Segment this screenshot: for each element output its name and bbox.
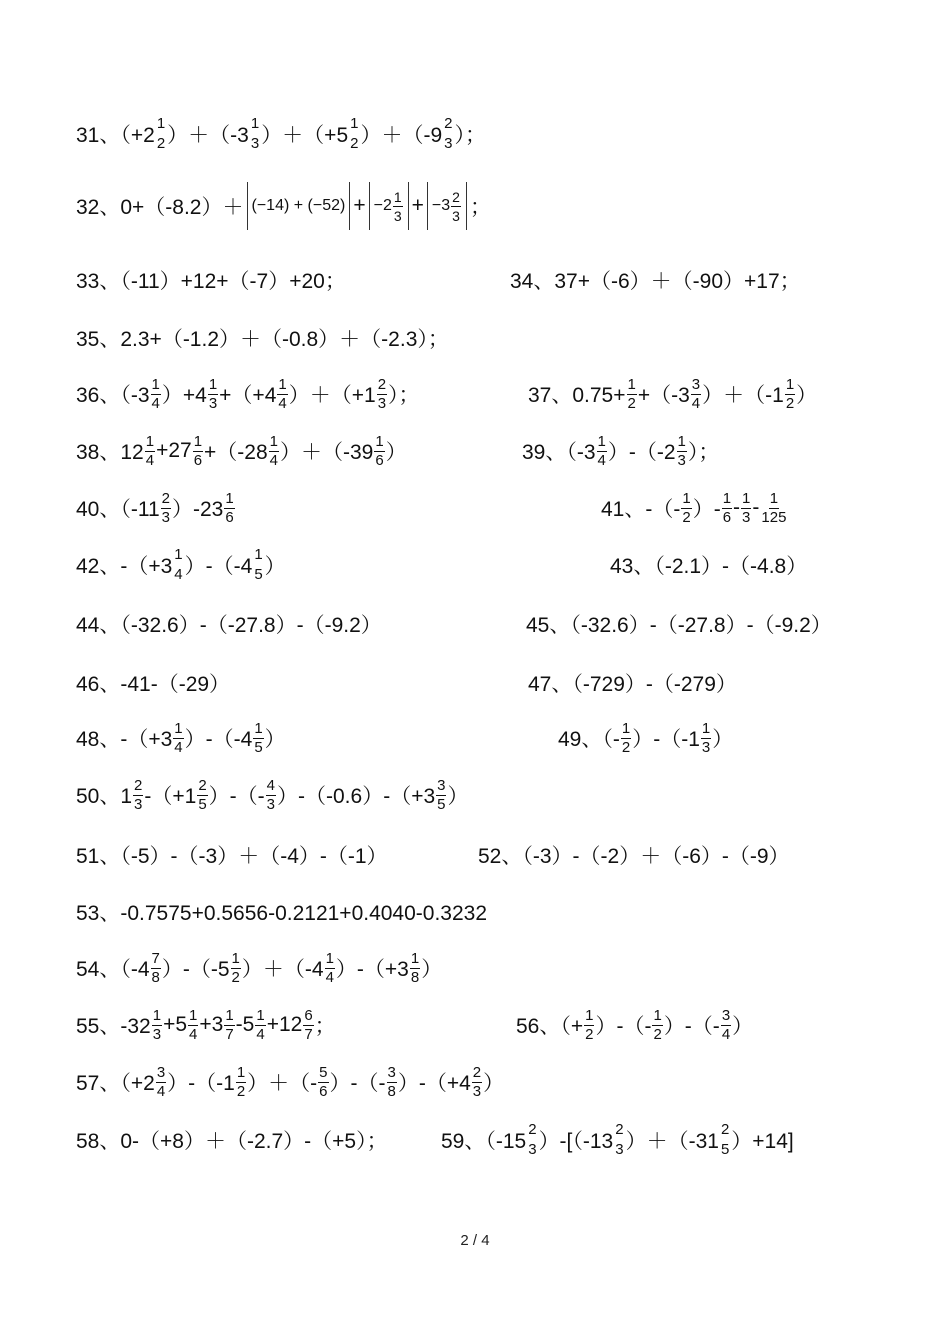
fraction bbox=[627, 376, 637, 413]
fraction bbox=[652, 1007, 662, 1044]
expression-text: + bbox=[353, 194, 366, 217]
fraction-denominator: 7 bbox=[304, 1025, 313, 1043]
fraction bbox=[472, 1064, 482, 1101]
expression-text: ） bbox=[385, 441, 407, 464]
exercise-item bbox=[76, 596, 382, 652]
fraction-denominator: 2 bbox=[236, 1082, 246, 1100]
expression-text: ）-（- bbox=[663, 1015, 720, 1038]
expression-text: 39、（-3 bbox=[522, 441, 596, 464]
exercise-item bbox=[76, 767, 468, 823]
expression-text: ）＋（-9 bbox=[360, 124, 443, 147]
fraction bbox=[253, 546, 263, 584]
fraction-denominator: 6 bbox=[225, 508, 234, 526]
exercise-item bbox=[510, 252, 801, 308]
fraction bbox=[443, 115, 453, 153]
fraction-denominator: 4 bbox=[597, 451, 606, 469]
fraction-denominator: 3 bbox=[208, 394, 218, 412]
expression-text: ） bbox=[264, 728, 286, 751]
expression-text: +12 bbox=[266, 1013, 303, 1036]
exercise-item bbox=[76, 252, 346, 308]
fraction bbox=[197, 777, 207, 814]
exercise-item bbox=[526, 596, 832, 652]
expression-text: 59、（-15 bbox=[441, 1130, 527, 1153]
fraction-numerator: 2 bbox=[720, 1121, 730, 1138]
fraction bbox=[621, 720, 631, 757]
exercise-item bbox=[76, 827, 388, 883]
fraction bbox=[231, 950, 241, 987]
fraction-denominator: 5 bbox=[254, 566, 263, 583]
fraction-denominator: 6 bbox=[193, 451, 203, 469]
exercise-item bbox=[522, 423, 719, 479]
expression-text: 53、-0.7575+0.5656-0.2121+0.4040-0.3232 bbox=[76, 902, 488, 925]
fraction-numerator: 1 bbox=[677, 432, 686, 450]
fraction-numerator: 1 bbox=[722, 489, 732, 507]
expression-text: 38、12 bbox=[76, 441, 144, 464]
exercise-item bbox=[76, 480, 236, 536]
fraction-denominator: 4 bbox=[151, 394, 160, 412]
expression-text: ）＋（+5 bbox=[261, 124, 349, 147]
fraction bbox=[156, 115, 166, 153]
absolute-value bbox=[247, 182, 351, 230]
exercise-item bbox=[76, 1054, 504, 1110]
fraction-denominator: 5 bbox=[254, 738, 263, 756]
expression-text: 57、（+2 bbox=[76, 1072, 155, 1095]
fraction bbox=[597, 433, 607, 470]
fraction-denominator: 8 bbox=[410, 968, 420, 986]
fraction bbox=[152, 1007, 162, 1044]
fraction-numerator: 1 bbox=[250, 115, 260, 132]
fraction-numerator: 1 bbox=[174, 719, 183, 737]
expression-text: +3 bbox=[199, 1013, 224, 1036]
fraction-numerator: 2 bbox=[452, 188, 460, 205]
expression-text: +（-3 bbox=[637, 384, 690, 407]
expression-text: ）-23 bbox=[172, 498, 224, 521]
expression-text: ； bbox=[314, 1015, 336, 1038]
expression-text: ）＋（-31 bbox=[625, 1130, 719, 1153]
expression-text: ）-（-0.6）-（+3 bbox=[277, 785, 436, 808]
expression-text: + bbox=[411, 194, 424, 217]
expression-text: 31、（+2 bbox=[76, 124, 155, 147]
expression-text: ）-[（-13 bbox=[538, 1130, 614, 1153]
fraction-denominator: 2 bbox=[585, 1025, 594, 1043]
fraction-denominator: 4 bbox=[256, 1025, 265, 1043]
fraction-numerator: 2 bbox=[472, 1063, 482, 1081]
fraction-denominator: 3 bbox=[472, 1082, 482, 1100]
expression-text: ）- bbox=[692, 498, 721, 521]
expression-text: ） bbox=[712, 728, 734, 751]
fraction-denominator: 8 bbox=[387, 1082, 396, 1100]
fraction-denominator: 3 bbox=[528, 1141, 537, 1158]
fraction-numerator: 6 bbox=[304, 1006, 313, 1024]
expression-text: ）-（-4 bbox=[184, 555, 253, 578]
fraction-denominator: 2 bbox=[621, 738, 631, 756]
expression-text: −3 bbox=[431, 197, 451, 214]
expression-text: 34、37+（-6）＋（-90）+17； bbox=[510, 270, 801, 293]
exercise-item bbox=[76, 710, 286, 766]
expression-text: 36、（-3 bbox=[76, 384, 150, 407]
fraction bbox=[133, 777, 143, 814]
fraction-numerator: 1 bbox=[225, 489, 234, 507]
exercise-item bbox=[441, 1112, 794, 1168]
fraction bbox=[325, 950, 335, 987]
fraction-denominator: 3 bbox=[134, 795, 143, 813]
expression-text: 41、-（- bbox=[601, 498, 681, 521]
expression-text: ）＋（- bbox=[247, 1072, 318, 1095]
fraction-denominator: 5 bbox=[437, 795, 446, 813]
fraction bbox=[224, 490, 234, 527]
fraction-numerator: 2 bbox=[444, 115, 453, 132]
fraction-denominator: 4 bbox=[189, 1025, 198, 1043]
fraction bbox=[253, 720, 263, 757]
fraction-numerator: 1 bbox=[410, 949, 420, 967]
fraction bbox=[377, 376, 387, 413]
expression-text: ） bbox=[264, 555, 286, 578]
fraction-numerator: 1 bbox=[627, 375, 636, 393]
absolute-value bbox=[427, 182, 467, 230]
fraction-denominator: 2 bbox=[785, 394, 795, 412]
fraction-numerator: 1 bbox=[597, 432, 606, 450]
fraction-denominator: 125 bbox=[761, 508, 787, 526]
fraction-numerator: 1 bbox=[156, 115, 166, 132]
fraction bbox=[701, 720, 711, 757]
exercise-item bbox=[478, 827, 790, 883]
fraction-numerator: 1 bbox=[254, 719, 263, 737]
expression-text: ）-（+3 bbox=[335, 958, 409, 981]
fraction-numerator: 1 bbox=[174, 546, 183, 563]
expression-text: ）； bbox=[687, 441, 720, 464]
expression-text: 50、1 bbox=[76, 785, 133, 808]
exercise-item bbox=[76, 178, 491, 234]
expression-text: ）＋（-4 bbox=[241, 958, 324, 981]
fraction-numerator: 1 bbox=[256, 1006, 265, 1024]
expression-text: 48、-（+3 bbox=[76, 728, 173, 751]
expression-text: 52、（-3）-（-2）＋（-6）-（-9） bbox=[478, 845, 790, 868]
expression-text: - bbox=[752, 496, 760, 519]
expression-text: 44、（-32.6）-（-27.8）-（-9.2） bbox=[76, 614, 382, 637]
expression-text: -（+1 bbox=[144, 785, 197, 808]
expression-text: 46、-41-（-29） bbox=[76, 673, 231, 696]
fraction-numerator: 3 bbox=[691, 375, 701, 393]
expression-text: 37、0.75+ bbox=[528, 384, 626, 407]
fraction bbox=[374, 433, 384, 470]
fraction-numerator: 1 bbox=[278, 375, 287, 393]
exercise-item bbox=[76, 366, 420, 422]
fraction-numerator: 2 bbox=[134, 776, 143, 794]
fraction-denominator: 3 bbox=[615, 1141, 624, 1158]
expression-text: 58、0-（+8）＋（-2.7）-（+5）； bbox=[76, 1130, 388, 1153]
fraction-numerator: 2 bbox=[198, 776, 207, 794]
fraction-numerator: 1 bbox=[350, 115, 359, 132]
fraction-numerator: 1 bbox=[701, 719, 711, 737]
fraction bbox=[193, 433, 203, 470]
fraction-denominator: 2 bbox=[231, 968, 240, 986]
expression-text: 32、0+（-8.2）＋ bbox=[76, 196, 244, 219]
exercise-item bbox=[76, 1112, 388, 1168]
fraction bbox=[741, 490, 751, 527]
expression-text: 43、（-2.1）-（-4.8） bbox=[610, 555, 808, 578]
fraction-denominator: 6 bbox=[722, 508, 732, 526]
exercise-item bbox=[76, 537, 286, 593]
fraction bbox=[156, 1064, 166, 1101]
expression-text: 49、（- bbox=[558, 728, 620, 751]
fraction-numerator: 1 bbox=[189, 1006, 198, 1024]
fraction-numerator: 3 bbox=[721, 1006, 731, 1024]
fraction-denominator: 8 bbox=[151, 968, 160, 986]
fraction-numerator: 1 bbox=[193, 432, 203, 450]
fraction-denominator: 7 bbox=[225, 1025, 234, 1043]
fraction-denominator: 3 bbox=[152, 1025, 162, 1043]
fraction-denominator: 4 bbox=[325, 968, 334, 986]
expression-text: +5 bbox=[163, 1013, 188, 1036]
expression-text: ）； bbox=[388, 384, 420, 407]
expression-text: ）； bbox=[454, 124, 487, 147]
fraction-denominator: 3 bbox=[677, 451, 686, 469]
fraction-denominator: 3 bbox=[444, 135, 453, 152]
fraction-denominator: 3 bbox=[701, 738, 711, 756]
fraction bbox=[224, 1007, 234, 1044]
fraction-numerator: 1 bbox=[151, 375, 160, 393]
fraction-numerator: 7 bbox=[151, 949, 160, 967]
fraction-numerator: 1 bbox=[208, 375, 218, 393]
fraction-denominator: 6 bbox=[375, 451, 384, 469]
fraction bbox=[145, 433, 155, 470]
fraction bbox=[720, 1121, 730, 1159]
exercise-item bbox=[76, 997, 336, 1053]
exercise-item bbox=[76, 940, 442, 996]
expression-text: ）-（- bbox=[329, 1072, 386, 1095]
fraction-numerator: 3 bbox=[387, 1063, 396, 1081]
exercise-item bbox=[558, 710, 733, 766]
fraction bbox=[318, 1064, 328, 1101]
expression-text: - bbox=[733, 496, 741, 519]
fraction-denominator: 4 bbox=[691, 394, 701, 412]
fraction bbox=[760, 490, 787, 527]
fraction bbox=[250, 115, 260, 153]
expression-text: 40、（-11 bbox=[76, 498, 160, 521]
fraction-denominator: 3 bbox=[742, 508, 751, 526]
fraction-numerator: 1 bbox=[393, 188, 402, 205]
fraction-denominator: 4 bbox=[174, 738, 183, 756]
expression-text: ）+4 bbox=[161, 384, 207, 407]
fraction bbox=[349, 115, 359, 153]
expression-text: ）-（-1 bbox=[167, 1072, 235, 1095]
exercise-item bbox=[610, 537, 807, 593]
fraction-numerator: 2 bbox=[615, 1121, 624, 1138]
fraction bbox=[151, 950, 161, 987]
fraction-denominator: 5 bbox=[720, 1141, 730, 1158]
expression-text: −2 bbox=[373, 197, 392, 214]
expression-text: (−14) + (−52) bbox=[251, 197, 346, 214]
fraction bbox=[173, 546, 183, 584]
fraction-denominator: 4 bbox=[721, 1025, 731, 1043]
fraction bbox=[677, 433, 687, 470]
expression-text: ）＋（+1 bbox=[288, 384, 376, 407]
fraction-numerator: 1 bbox=[145, 432, 155, 450]
expression-text: 45、（-32.6）-（-27.8）-（-9.2） bbox=[526, 614, 832, 637]
fraction-numerator: 3 bbox=[437, 776, 446, 794]
fraction bbox=[584, 1007, 594, 1044]
exercise-item bbox=[76, 884, 487, 940]
expression-text: ）-（- bbox=[208, 785, 265, 808]
fraction-denominator: 3 bbox=[393, 207, 402, 224]
expression-text: ）-（-5 bbox=[161, 958, 230, 981]
fraction bbox=[722, 490, 732, 527]
fraction bbox=[277, 376, 287, 413]
fraction-denominator: 5 bbox=[198, 795, 207, 813]
exercise-item bbox=[601, 480, 788, 536]
expression-text: ）＋（-1 bbox=[702, 384, 784, 407]
fraction-denominator: 4 bbox=[145, 451, 155, 469]
exercise-item bbox=[76, 310, 449, 366]
fraction-numerator: 1 bbox=[682, 489, 691, 507]
exercise-item bbox=[76, 423, 407, 479]
fraction bbox=[721, 1007, 731, 1044]
expression-text: ） bbox=[447, 785, 469, 808]
expression-text: ）＋（-3 bbox=[167, 124, 249, 147]
fraction-numerator: 2 bbox=[528, 1121, 537, 1138]
expression-text: 55、-32 bbox=[76, 1015, 151, 1038]
expression-text: 47、（-729）-（-279） bbox=[528, 673, 737, 696]
fraction-numerator: 1 bbox=[375, 432, 384, 450]
expression-text: 56、（+ bbox=[516, 1015, 584, 1038]
fraction-numerator: 1 bbox=[236, 1063, 246, 1081]
fraction bbox=[266, 777, 276, 814]
fraction bbox=[785, 376, 795, 413]
fraction bbox=[451, 188, 461, 225]
fraction-denominator: 4 bbox=[278, 394, 287, 412]
expression-text: ）＋（-39 bbox=[280, 441, 374, 464]
expression-text: ） bbox=[483, 1072, 505, 1095]
expression-text: ）-（+4 bbox=[397, 1072, 471, 1095]
expression-text: ）-（-4 bbox=[184, 728, 253, 751]
fraction bbox=[527, 1121, 537, 1159]
expression-text: -5 bbox=[235, 1013, 255, 1036]
expression-text: +27 bbox=[156, 439, 192, 462]
absolute-value bbox=[369, 182, 409, 230]
fraction-numerator: 3 bbox=[156, 1063, 166, 1081]
fraction-numerator: 5 bbox=[319, 1063, 328, 1081]
fraction bbox=[255, 1007, 265, 1044]
fraction-denominator: 2 bbox=[156, 135, 166, 152]
exercise-item bbox=[528, 655, 737, 711]
fraction-numerator: 1 bbox=[742, 489, 751, 507]
exercise-item bbox=[516, 997, 753, 1053]
fraction-numerator: 2 bbox=[161, 489, 170, 507]
expression-text: +（-28 bbox=[204, 441, 268, 464]
fraction-denominator: 2 bbox=[627, 394, 636, 412]
fraction-numerator: 1 bbox=[769, 489, 779, 507]
fraction-numerator: 1 bbox=[325, 949, 334, 967]
expression-text: 54、（-4 bbox=[76, 958, 150, 981]
fraction bbox=[393, 188, 403, 225]
expression-text: ）-（-1 bbox=[632, 728, 700, 751]
expression-text: 42、-（+3 bbox=[76, 555, 173, 578]
fraction bbox=[151, 376, 161, 413]
fraction-denominator: 2 bbox=[350, 135, 359, 152]
fraction-denominator: 4 bbox=[174, 566, 183, 583]
fraction-denominator: 6 bbox=[319, 1082, 328, 1100]
fraction-denominator: 3 bbox=[452, 207, 460, 224]
expression-text: 33、（-11）+12+（-7）+20； bbox=[76, 270, 346, 293]
fraction-numerator: 1 bbox=[269, 432, 278, 450]
fraction-denominator: 2 bbox=[653, 1025, 662, 1043]
fraction bbox=[681, 490, 691, 527]
fraction bbox=[269, 433, 279, 470]
expression-text: ）+14] bbox=[731, 1130, 794, 1153]
fraction-denominator: 3 bbox=[266, 795, 276, 813]
page-number: 2 / 4 bbox=[460, 1232, 490, 1249]
fraction bbox=[387, 1064, 397, 1101]
expression-text: +（+4 bbox=[219, 384, 277, 407]
fraction-denominator: 4 bbox=[269, 451, 278, 469]
fraction-numerator: 4 bbox=[266, 776, 276, 794]
expression-text: ）-（-2 bbox=[607, 441, 676, 464]
fraction bbox=[410, 950, 420, 987]
fraction-numerator: 1 bbox=[621, 719, 631, 737]
fraction-denominator: 4 bbox=[156, 1082, 166, 1100]
fraction-numerator: 1 bbox=[254, 546, 263, 563]
fraction-denominator: 2 bbox=[682, 508, 691, 526]
fraction-numerator: 1 bbox=[785, 375, 795, 393]
fraction-denominator: 3 bbox=[250, 135, 260, 152]
expression-text: ； bbox=[469, 196, 491, 219]
fraction-denominator: 3 bbox=[161, 508, 170, 526]
fraction bbox=[436, 777, 446, 814]
fraction-numerator: 1 bbox=[585, 1006, 594, 1024]
expression-text: ） bbox=[421, 958, 443, 981]
fraction-numerator: 1 bbox=[225, 1006, 234, 1024]
fraction bbox=[161, 490, 171, 527]
fraction bbox=[188, 1007, 198, 1044]
expression-text: ） bbox=[796, 384, 818, 407]
expression-text: ） bbox=[732, 1015, 754, 1038]
exercise-item bbox=[76, 106, 486, 162]
fraction bbox=[236, 1064, 246, 1101]
fraction bbox=[173, 720, 183, 757]
exercise-item bbox=[76, 655, 230, 711]
expression-text: 35、2.3+（-1.2）＋（-0.8）＋（-2.3）； bbox=[76, 328, 449, 351]
fraction bbox=[691, 376, 701, 413]
fraction-denominator: 3 bbox=[377, 394, 387, 412]
exercise-item bbox=[528, 366, 817, 422]
fraction bbox=[208, 376, 218, 413]
fraction-numerator: 1 bbox=[152, 1006, 162, 1024]
expression-text: ）-（- bbox=[595, 1015, 652, 1038]
fraction-numerator: 1 bbox=[231, 949, 240, 967]
fraction-numerator: 1 bbox=[653, 1006, 662, 1024]
fraction-numerator: 2 bbox=[377, 375, 387, 393]
expression-text: 51、（-5）-（-3）＋（-4）-（-1） bbox=[76, 845, 388, 868]
fraction bbox=[303, 1007, 313, 1044]
fraction bbox=[614, 1121, 624, 1159]
